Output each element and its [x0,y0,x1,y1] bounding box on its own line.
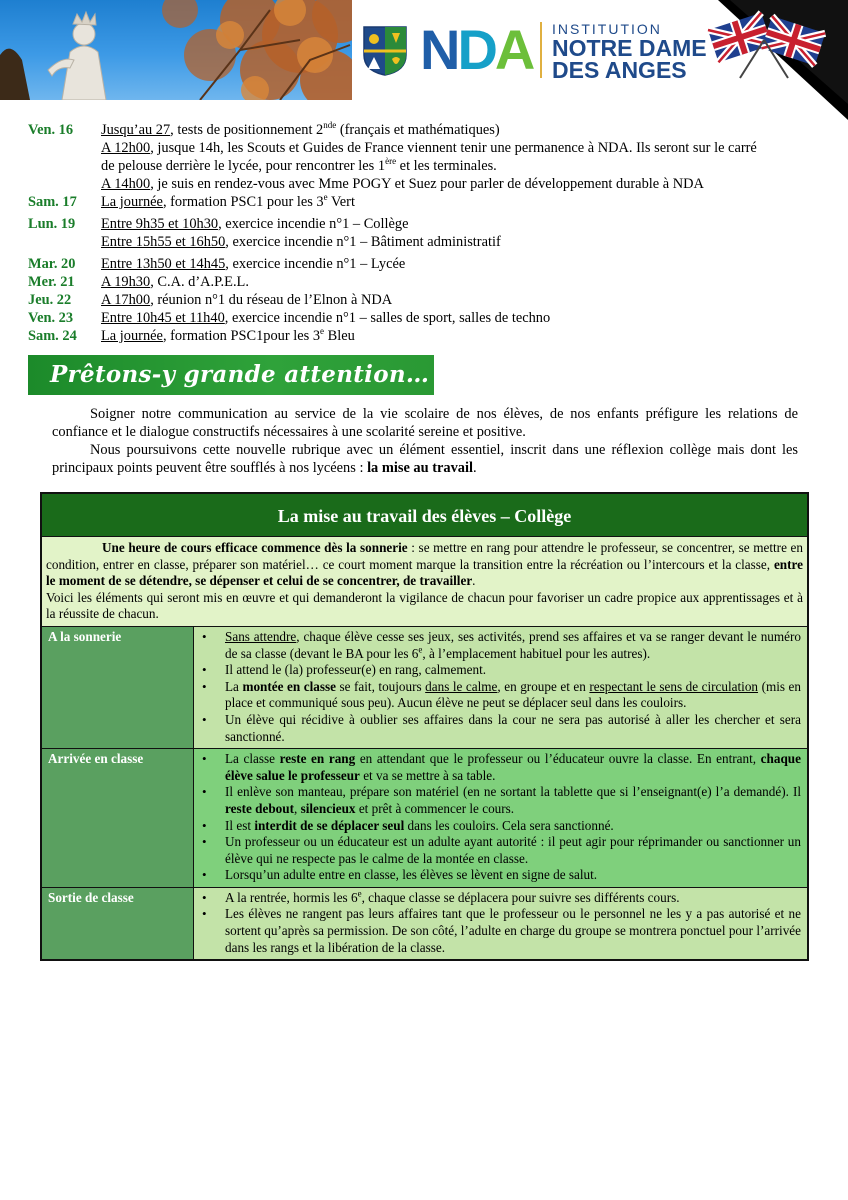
weekly-agenda [28,121,828,345]
agenda-text: , formation PSC1pour les 3 [162,328,321,344]
text: , [293,800,301,816]
intro-paragraph-2-text: Nous poursuivons cette nouvelle rubrique avec un élément essentiel, inscrit dans une réflexion collège mais dont les principaux points peuvent être soufflés à nos lycéens : [52,442,798,476]
institution-line-1: INSTITUTION [552,21,662,37]
agenda-text: de pelouse derrière le lycée, pour rencontrer les 1 [101,158,386,174]
crest-logo [362,25,408,77]
agenda-text: et les terminales. [396,158,497,174]
agenda-lines [101,255,828,273]
superscript: e [418,644,423,655]
text: , en groupe et en [497,678,590,694]
underlined-text: respectant le sens de circulation [589,678,759,694]
intro-paragraph-2-bold: la mise au travail [367,460,473,476]
table-row-content [194,749,807,887]
list-item [194,906,801,956]
institution-line-2: NOTRE DAME [552,35,707,61]
agenda-lines [101,309,828,327]
agenda-text: , je suis en rendez-vous avec Mme POGY et Suez pour parler de développement durable à NDA [150,176,704,192]
list-item [194,629,801,662]
bold-text: silencieux [300,800,356,816]
list-item [194,867,801,884]
text: Il est [225,817,255,833]
agenda-lines [101,121,828,193]
intro-paragraph-2-end: . [472,460,477,476]
header-photo [0,0,352,100]
agenda-time: La journée [101,194,163,210]
agenda-text: (français et mathématiques) [336,122,500,138]
agenda-row [28,273,828,291]
text: et prêt à commencer le cours. [355,800,515,816]
table-intro [42,537,807,627]
table-row-label: Arrivée en classe [42,749,194,887]
agenda-line [101,157,828,175]
agenda-day: Sam. 17 [28,194,77,210]
table-intro-bold-1: Une heure de cours efficace commence dès la sonnerie [102,540,408,555]
text: se fait, toujours [335,678,426,694]
statue-photo-image [0,0,352,100]
table-row [42,888,807,959]
agenda-text: , exercice incendie n°1 – salles de sport, salles de techno [224,310,551,326]
institution-name [552,22,707,81]
bullet-list [194,629,801,745]
table-row-content [194,888,807,959]
table-intro-text-2: . [472,573,476,589]
institution-line-3: DES ANGES [552,57,687,83]
agenda-lines [101,215,828,251]
text: , chaque classe se déplacera pour suivre ses différents cours. [361,889,680,905]
logo-letter-n: N [420,18,458,81]
intro-paragraph-2 [52,441,798,477]
text: La [225,678,243,694]
table-row-content [194,627,807,748]
agenda-day: Lun. 19 [28,216,76,232]
text: La classe [225,751,280,767]
bullet-list [194,890,801,956]
list-item [194,784,801,817]
text: Il attend le (la) professeur(e) en rang, calmement. [225,662,487,678]
agenda-text: , exercice incendie n°1 – Lycée [225,256,406,272]
agenda-text: , tests de positionnement 2 [170,122,324,138]
bold-text: reste en rang [279,751,356,767]
agenda-time: A 19h30 [101,274,151,290]
agenda-row [28,255,828,273]
list-item [194,834,801,867]
agenda-lines [101,193,828,211]
logo-letter-d: D [457,18,495,81]
rules-table [40,492,809,961]
bullet-list [194,751,801,884]
agenda-line [101,291,828,309]
page-header [0,0,848,110]
agenda-line [101,193,828,211]
agenda-day: Sam. 24 [28,328,77,344]
agenda-row [28,309,828,327]
agenda-sup: nde [323,120,337,131]
agenda-text: Vert [327,194,355,210]
agenda-line [101,215,828,233]
agenda-sup: e [323,192,328,203]
agenda-sup: ère [385,156,397,167]
text: , à l’emplacement habituel pour les autres). [422,645,651,661]
agenda-time: A 17h00 [101,292,151,308]
table-row [42,749,807,888]
agenda-text: , réunion n°1 du réseau de l’Elnon à NDA [150,292,393,308]
list-item [194,662,801,679]
agenda-line [101,327,828,345]
table-row-label: Sortie de classe [42,888,194,959]
agenda-text: Bleu [324,328,355,344]
logo-letter-a: A [494,18,533,81]
nda-logo [420,20,532,80]
table-intro-text-3: Voici les éléments qui seront mis en œuvre et qui demanderont la vigilance de chacun pour favoriser un cadre propice aux apprentissages et à la réussite de chacun. [46,589,803,622]
agenda-day: Ven. 23 [28,310,74,326]
agenda-text: , C.A. d’A.P.E.L. [150,274,249,290]
agenda-day: Mar. 20 [28,256,76,272]
text: et va se mettre à sa table. [359,767,496,783]
intro-text [52,405,798,477]
agenda-lines [101,327,828,345]
agenda-lines [101,291,828,309]
text: Les élèves ne rangent pas leurs affaires tant que le professeur ou le personnel ne les y a pas autorisé et ne sortent qu’après sa permission. De son côté, l’adulte en charge du groupe se montrera ponctuel pour l’arrivée dans les rangs et la libération de la classe. [225,906,801,955]
bold-text: interdit de se déplacer seul [254,817,405,833]
table-intro-text-1: : se mettre en rang pour attendre le professeur, se concentrer, se mettre en condition, entrer en classe, préparer son matériel… ce court moment marque la transition entre la récréation ou l’intercours et la classe, [46,540,803,572]
agenda-day: Mer. 21 [28,274,75,290]
text: , chaque élève cesse ses jeux, ses activités, prend ses affaires et va se ranger devant le numéro de sa classe (devant le BA pour les 6 [225,628,801,661]
agenda-day: Ven. 16 [28,122,74,138]
underlined-text: dans le calme [425,678,498,694]
agenda-text: , formation PSC1 pour les 3 [162,194,324,210]
logo-separator [540,22,542,78]
agenda-line [101,175,828,193]
agenda-time: Entre 13h50 et 14h45 [101,256,226,272]
agenda-text: , jusque 14h, les Scouts et Guides de France viennent tenir une permanence à NDA. Ils seront sur le carré [150,140,757,156]
agenda-line [101,121,828,139]
agenda-time: Entre 9h35 et 10h30 [101,216,219,232]
agenda-line [101,273,828,291]
superscript: e [357,888,362,899]
list-item [194,890,801,907]
agenda-line [101,255,828,273]
section-banner: Prêtons-y grande attention… N°1 [28,355,434,395]
agenda-row [28,121,828,193]
text: A la rentrée, hormis les 6 [225,889,358,905]
agenda-time: A 12h00 [101,140,151,156]
text: dans les couloirs. Cela sera sanctionné. [404,817,614,833]
agenda-time: La journée [101,328,163,344]
agenda-line [101,139,828,157]
agenda-line [101,233,828,251]
agenda-time: Jusqu’au 27 [101,122,171,138]
text: en attendant que le professeur ou l’éducateur ouvre la classe. En entrant, [355,751,761,767]
bold-text: chaque élève salue le professeur [225,751,801,783]
list-item [194,751,801,784]
agenda-row [28,215,828,251]
agenda-time: A 14h00 [101,176,151,192]
table-rows [42,627,807,959]
agenda-row [28,193,828,211]
list-item [194,679,801,712]
table-row [42,627,807,749]
intro-paragraph-1: Soigner notre communication au service de la vie scolaire de nos élèves, de nos enfants préfigure les relations de confiance et le dialogue constructifs nécessaires à une scolarité sereine et positive. [52,406,798,440]
table-title: La mise au travail des élèves – Collège [42,494,807,537]
list-item [194,712,801,745]
agenda-text: , exercice incendie n°1 – Collège [218,216,409,232]
text: Un élève qui récidive à oublier ses affaires dans la cour ne sera pas autorisé à aller les chercher et sera sanctionné. [225,711,801,744]
agenda-sup: e [320,326,325,337]
agenda-lines [101,273,828,291]
agenda-row [28,291,828,309]
agenda-row [28,327,828,345]
bold-text: montée en classe [242,678,336,694]
text: Lorsqu’un adulte entre en classe, les élèves se lèvent en signe de salut. [225,867,598,883]
text: Il enlève son manteau, prépare son matériel (en ne sortant la tablette que si l’enseignant(e) l’a demandé). Il [225,784,801,800]
agenda-line [101,309,828,327]
bold-text: reste debout [225,800,294,816]
underlined-text: Sans attendre [225,628,297,644]
uk-flags-mourning-icon [700,0,848,120]
text: (mis en place et communiqué sous peu). Aucun élève ne peut se déplacer seul dans les couloirs. [225,678,801,711]
table-row-label: A la sonnerie [42,627,194,748]
list-item [194,818,801,835]
agenda-text: , exercice incendie n°1 – Bâtiment administratif [225,234,501,250]
text: Un professeur ou un éducateur est un adulte ayant autorité : il peut agir pour réprimander ou sanctionner un élève qui ne respecte pas le calme de la montée en classe. [225,834,801,866]
agenda-time: Entre 15h55 et 16h50 [101,234,226,250]
table-intro-bold-2: entre le moment de se détendre, se dépenser et celui de se concentrer, de travailler [46,556,803,589]
agenda-day: Jeu. 22 [28,292,72,308]
agenda-time: Entre 10h45 et 11h40 [101,310,225,326]
